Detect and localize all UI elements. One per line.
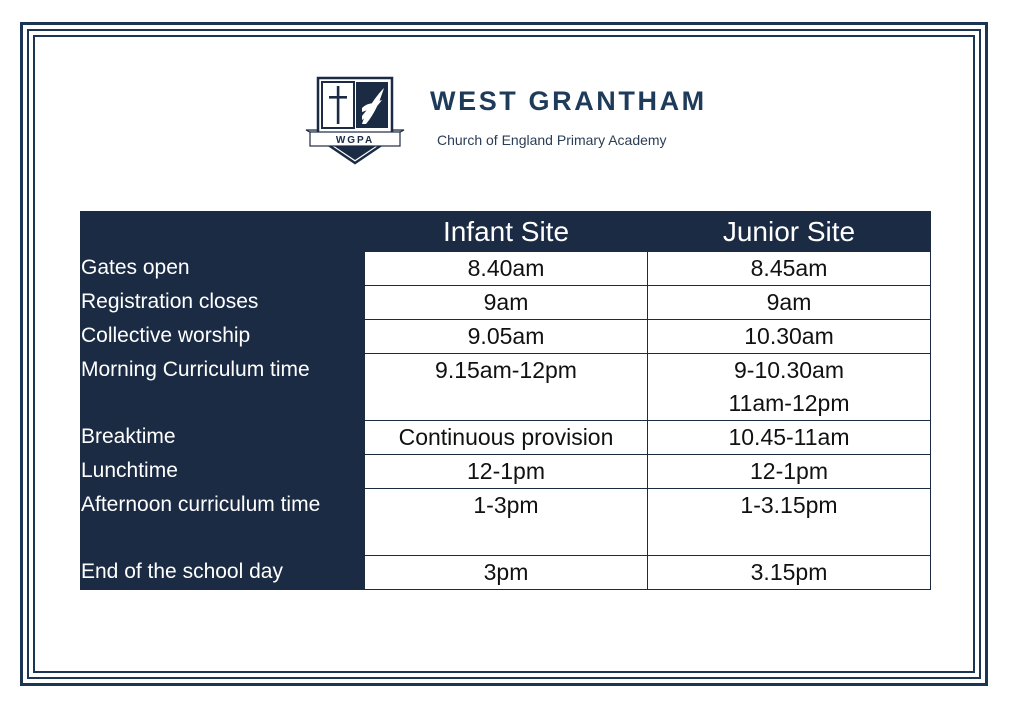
infant-time: [365, 489, 648, 556]
header-infant-site: Infant Site: [365, 212, 648, 252]
row-label: Gates open: [81, 252, 365, 286]
timetable: [80, 211, 931, 590]
row-label: Registration closes: [81, 286, 365, 320]
junior-time: [648, 421, 931, 455]
junior-time: [648, 286, 931, 320]
school-crest-logo: [302, 74, 408, 170]
table-row: [81, 354, 931, 421]
junior-time-line: 12-1pm: [750, 458, 828, 484]
table-row: [81, 455, 931, 489]
junior-time: [648, 320, 931, 354]
infant-time: [365, 320, 648, 354]
infant-time: [365, 252, 648, 286]
infant-time-line: 3pm: [483, 559, 529, 585]
table-row: [81, 489, 931, 556]
row-label: End of the school day: [81, 556, 365, 590]
junior-time-line: 3.15pm: [750, 559, 828, 585]
infant-time-line: 9.15am-12pm: [435, 357, 577, 383]
junior-time-line: 10.45-11am: [728, 424, 850, 450]
infant-time-line: 8.40am: [467, 255, 545, 281]
infant-time: [365, 556, 648, 590]
infant-time-line: 12-1pm: [467, 458, 545, 484]
row-label: Morning Curriculum time: [81, 354, 365, 421]
table-row: [81, 286, 931, 320]
infant-time-line: Continuous provision: [398, 424, 614, 450]
table-row: [81, 556, 931, 590]
table-row: [81, 421, 931, 455]
infant-time-line: 1-3pm: [473, 492, 539, 518]
header-corner: [81, 212, 365, 252]
junior-time-line: 8.45am: [750, 255, 828, 281]
junior-time-line: 9-10.30am: [734, 357, 844, 383]
table-row: [81, 320, 931, 354]
row-label: Afternoon curriculum time: [81, 489, 365, 556]
school-subtitle: Church of England Primary Academy: [437, 132, 667, 148]
infant-time-line: 9am: [483, 289, 529, 315]
infant-time: [365, 286, 648, 320]
infant-time: [365, 421, 648, 455]
junior-time-line: 1-3.15pm: [740, 492, 838, 518]
junior-time-line: 11am-12pm: [728, 390, 850, 416]
junior-time: [648, 455, 931, 489]
junior-time-line: 10.30am: [744, 323, 834, 349]
logo-text: WGPA: [335, 135, 375, 146]
junior-time: [648, 489, 931, 556]
row-label: Collective worship: [81, 320, 365, 354]
junior-time: [648, 252, 931, 286]
junior-time: [648, 354, 931, 421]
header-junior-site: Junior Site: [648, 212, 931, 252]
table-row: [81, 252, 931, 286]
infant-time: [365, 455, 648, 489]
junior-time: [648, 556, 931, 590]
header-row: [81, 212, 931, 252]
infant-time: [365, 354, 648, 421]
school-name: WEST GRANTHAM: [430, 86, 707, 116]
junior-time-line: 9am: [766, 289, 812, 315]
infant-time-line: 9.05am: [467, 323, 545, 349]
row-label: Breaktime: [81, 421, 365, 455]
row-label: Lunchtime: [81, 455, 365, 489]
